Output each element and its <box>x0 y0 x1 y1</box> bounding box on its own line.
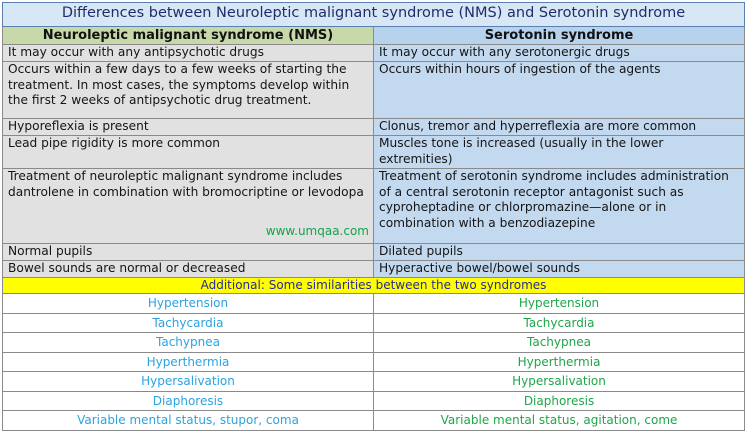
title-row <box>3 3 745 27</box>
nms-cell: Bowel sounds are normal or decreased <box>3 261 374 278</box>
similarity-row <box>3 352 745 372</box>
similarity-serotonin: Variable mental status, agitation, come <box>374 411 745 431</box>
table-row <box>3 136 745 169</box>
similarity-row <box>3 333 745 353</box>
table-row <box>3 261 745 278</box>
table-title: Differences between Neuroleptic malignant syndrome (NMS) and Serotonin syndrome <box>3 3 745 27</box>
serotonin-cell: Clonus, tremor and hyperreflexia are more common <box>374 119 745 136</box>
serotonin-cell: Dilated pupils <box>374 244 745 261</box>
serotonin-cell: Treatment of serotonin syndrome includes administration of a central serotonin receptor antagonist such as cyproheptadine or chlorpromazine—alone or in combination with a benzodiazepine <box>374 169 745 244</box>
table-row <box>3 244 745 261</box>
header-serotonin: Serotonin syndrome <box>374 27 745 45</box>
comparison-table <box>2 2 745 431</box>
similarity-serotonin: Diaphoresis <box>374 391 745 411</box>
table-row <box>3 119 745 136</box>
serotonin-cell: Occurs within hours of ingestion of the agents <box>374 62 745 119</box>
similarity-row <box>3 411 745 431</box>
similarity-nms: Hypertension <box>3 294 374 314</box>
nms-cell: Normal pupils <box>3 244 374 261</box>
serotonin-cell: Muscles tone is increased (usually in the lower extremities) <box>374 136 745 169</box>
table-row <box>3 169 745 244</box>
similarity-row <box>3 294 745 314</box>
similarity-row <box>3 391 745 411</box>
similarity-serotonin: Hyperthermia <box>374 352 745 372</box>
similarity-serotonin: Tachycardia <box>374 313 745 333</box>
nms-cell: Hyporeflexia is present <box>3 119 374 136</box>
serotonin-cell: Hyperactive bowel/bowel sounds <box>374 261 745 278</box>
similarity-nms: Diaphoresis <box>3 391 374 411</box>
nms-cell <box>3 169 374 244</box>
similarity-nms: Hyperthermia <box>3 352 374 372</box>
similarity-nms: Tachycardia <box>3 313 374 333</box>
nms-cell: Lead pipe rigidity is more common <box>3 136 374 169</box>
nms-cell: It may occur with any antipsychotic drugs <box>3 45 374 62</box>
similarity-serotonin: Hypersalivation <box>374 372 745 392</box>
serotonin-cell: It may occur with any serotonergic drugs <box>374 45 745 62</box>
header-nms: Neuroleptic malignant syndrome (NMS) <box>3 27 374 45</box>
similarity-nms: Variable mental status, stupor, coma <box>3 411 374 431</box>
table-row <box>3 62 745 119</box>
header-row <box>3 27 745 45</box>
additional-row <box>3 278 745 294</box>
similarity-serotonin: Tachypnea <box>374 333 745 353</box>
similarity-nms: Hypersalivation <box>3 372 374 392</box>
nms-cell: Occurs within a few days to a few weeks of starting the treatment. In most cases, the symptoms develop within the first 2 weeks of antipsychotic drug treatment. <box>3 62 374 119</box>
table-row <box>3 45 745 62</box>
similarity-row <box>3 313 745 333</box>
nms-cell-text: Treatment of neuroleptic malignant syndrome includes dantrolene in combination with bromocriptine or levodopa <box>8 169 364 199</box>
watermark-link[interactable]: www.umqaa.com <box>265 223 369 238</box>
similarity-row <box>3 372 745 392</box>
similarity-serotonin: Hypertension <box>374 294 745 314</box>
comparison-table-container <box>2 2 744 429</box>
additional-header: Additional: Some similarities between the two syndromes <box>3 278 745 294</box>
similarity-nms: Tachypnea <box>3 333 374 353</box>
